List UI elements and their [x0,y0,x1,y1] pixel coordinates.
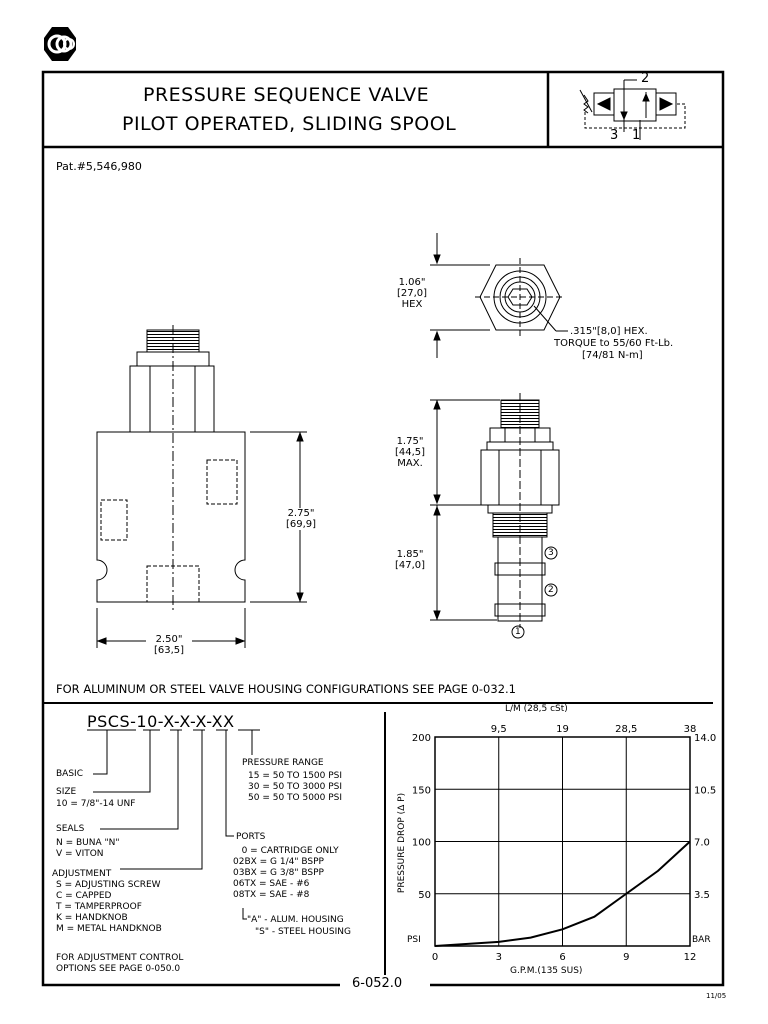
chart-y2-tick: 14.0 [694,733,717,744]
symbol-port-2: 2 [641,71,650,86]
housing-note: FOR ALUMINUM OR STEEL VALVE HOUSING CONFIGURATIONS SEE PAGE 0-032.1 [56,682,516,696]
revision-date: 11/05 [706,992,727,1000]
upper-in: 1.75" [396,436,424,447]
port-3-label: 3 [548,548,554,558]
company-logo [44,27,76,61]
symbol-port-3: 3 [610,128,619,143]
chart-x2-label: L/M (28,5 cSt) [505,704,568,714]
chart-y-tick: 100 [411,837,431,849]
cartridge-side-view [430,393,559,638]
port-1-label: 1 [515,627,521,637]
page-number: 6-052.0 [352,976,403,991]
ports-option: 03BX = G 3/8" BSPP [233,868,324,878]
symbol-port-1: 1 [632,128,641,143]
chart-x-tick: 12 [683,952,697,963]
port-2-label: 2 [548,585,554,595]
chart-y2-tick: 10.5 [694,785,717,797]
control-note: FOR ADJUSTMENT CONTROL [56,953,184,963]
adjustment-option: K = HANDKNOB [56,913,128,923]
seals-option: N = BUNA "N" [56,838,120,848]
housing-w-in: 2.50" [155,634,183,645]
hex-top-view [430,233,568,358]
upper-length [388,436,432,469]
seals-option: V = VITON [56,849,104,859]
pressure-option: 30 = 50 TO 3000 PSI [248,782,343,792]
chart-y-label: PRESSURE DROP (Δ P) [397,792,407,894]
chart-y-tick: 50 [418,889,431,901]
chart-x2-tick: 9,5 [490,724,507,735]
size-option: 10 = 7/8"-14 UNF [56,799,136,809]
patent-number: Pat.#5,546,980 [56,160,142,173]
chart-x-label: G.P.M.(135 SUS) [510,966,583,976]
torque: TORQUE to 55/60 Ft-Lb. [554,338,674,349]
housing-w-mm: [63,5] [153,645,185,656]
housing-height [278,508,324,530]
chart-y-tick: 150 [411,785,431,797]
housing-h-in: 2.75" [287,508,315,519]
chart-y-unit-left: PSI [407,935,421,945]
ordering-code: PSCS-10-X-X-X-XX [87,712,235,731]
upper-max: MAX. [397,458,423,469]
upper-mm: [44,5] [394,447,426,458]
chart-x-tick: 6 [559,952,566,963]
lower-mm: [47,0] [394,560,426,571]
seals-label: SEALS [56,824,85,834]
chart-x-tick: 3 [495,952,502,963]
lower-in: 1.85" [396,549,424,560]
housing-option: "A" - ALUM. HOUSING [247,915,344,925]
chart-x-tick: 0 [431,952,439,963]
basic-label: BASIC [56,769,83,779]
ports-option: 0 = CARTRIDGE ONLY [233,846,339,856]
housing-option: "S" - STEEL HOUSING [255,927,351,937]
title-line-1: PRESSURE SEQUENCE VALVE [143,84,430,106]
adjustment-option: C = CAPPED [56,891,112,901]
ports-option: 02BX = G 1/4" BSPP [233,857,324,867]
chart-x2-tick: 19 [556,724,569,735]
housing-view [97,325,307,648]
chart-x2-tick: 28,5 [615,724,638,735]
ports-option: 06TX = SAE - #6 [233,879,310,889]
pressure-option: 15 = 50 TO 1500 PSI [248,771,343,781]
housing-h-mm: [69,9] [285,519,317,530]
socket-hex: .315"[8,0] HEX. [570,326,648,337]
adjustment-option: S = ADJUSTING SCREW [56,880,161,890]
ports-label: PORTS [236,832,266,842]
hex-mm: [27,0] [396,288,428,299]
pressure-option: 50 = 50 TO 5000 PSI [248,793,343,803]
chart-y-unit-right: BAR [692,935,711,945]
adjustment-option: T = TAMPERPROOF [56,902,142,912]
chart-x2-tick: 38 [683,724,697,735]
pressure-range-label: PRESSURE RANGE [242,758,324,768]
chart-y-tick: 200 [411,733,431,744]
size-label: SIZE [56,787,77,797]
page-frame [43,72,723,985]
chart-y2-tick: 7.0 [694,837,710,849]
torque-nm: [74/81 N-m] [582,350,643,361]
title-line-2: PILOT OPERATED, SLIDING SPOOL [122,113,457,135]
ports-option: 08TX = SAE - #8 [233,890,310,900]
chart-x-tick: 9 [623,952,630,963]
hex-in: 1.06" [398,277,426,288]
control-note: OPTIONS SEE PAGE 0-050.0 [56,964,181,974]
hex-dimension [392,277,432,310]
housing-width [146,634,192,656]
adjustment-label: ADJUSTMENT [52,869,112,879]
adjustment-option: M = METAL HANDKNOB [56,924,162,934]
hex-label: HEX [401,299,423,310]
chart-y2-tick: 3.5 [694,889,710,901]
lower-length [388,549,432,571]
